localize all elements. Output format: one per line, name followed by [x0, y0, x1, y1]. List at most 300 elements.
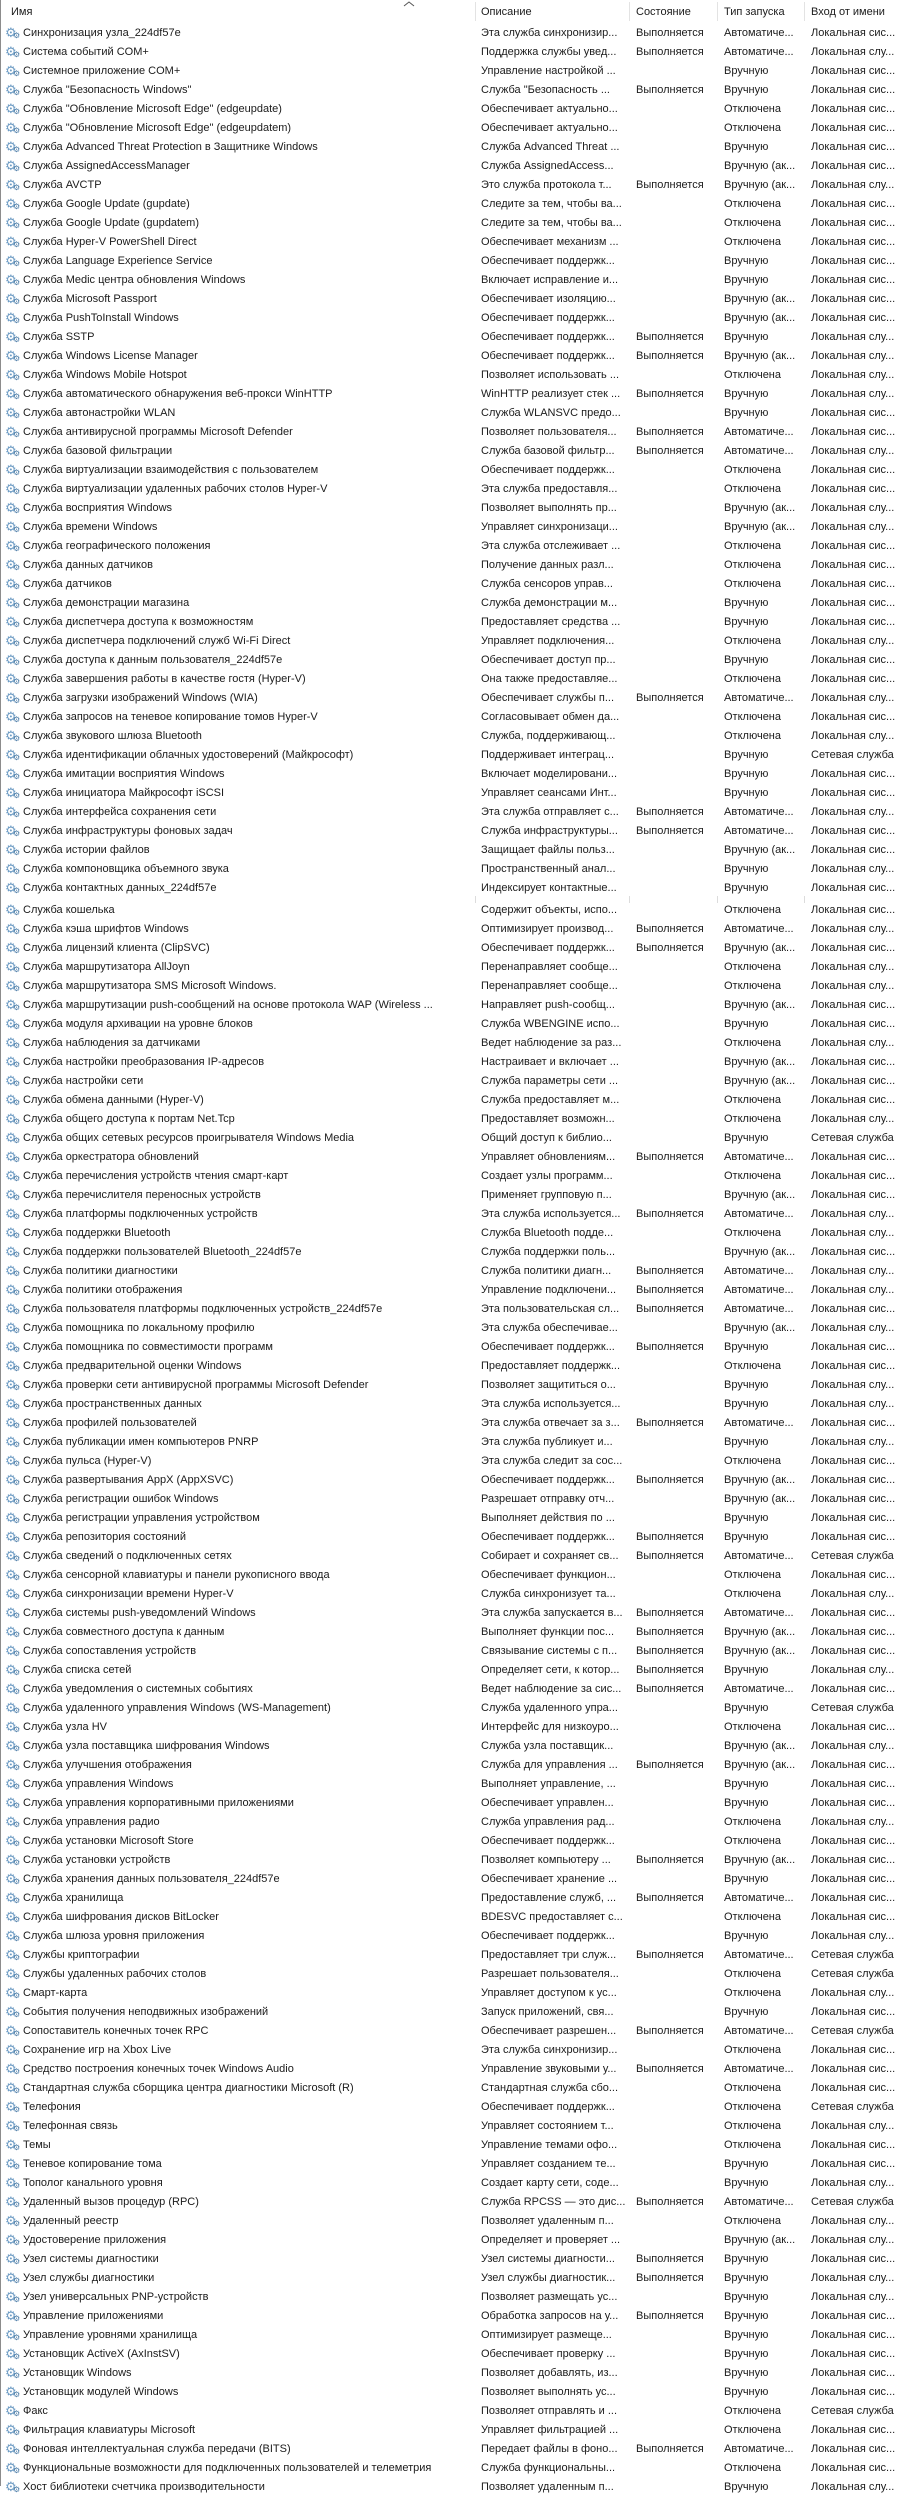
service-gear-icon — [5, 729, 20, 744]
service-status — [636, 1053, 721, 1072]
service-gear-icon — [5, 1967, 20, 1982]
service-description: Служба сенсоров управ... — [481, 578, 613, 590]
service-status — [636, 1110, 721, 1129]
service-status: Выполняется — [636, 1341, 704, 1353]
service-description: Это служба протокола т... — [481, 179, 612, 191]
service-status — [636, 996, 721, 1015]
service-logon-as: Локальная сис... — [811, 2386, 896, 2398]
service-gear-icon — [5, 444, 20, 459]
service-name: Служба автонастройки WLAN — [23, 407, 176, 419]
service-description: Служба синхронизует та... — [481, 1588, 616, 1600]
service-name: Служба идентификации облачных удостоверений (Майкрософт) — [23, 749, 354, 761]
service-row[interactable] — [1, 1433, 920, 1452]
service-row[interactable] — [1, 328, 920, 347]
service-name: Служба датчиков — [23, 578, 112, 590]
column-header-status[interactable]: Состояние — [636, 6, 691, 18]
service-status — [636, 1243, 721, 1262]
service-status — [636, 1794, 721, 1813]
service-row[interactable] — [1, 423, 920, 442]
service-description: Управляет обновлениям... — [481, 1151, 616, 1163]
service-startup-type: Отключена — [724, 1455, 781, 1467]
service-name: Служба завершения работы в качестве гостя (Hyper-V) — [23, 673, 306, 685]
service-row[interactable] — [1, 920, 920, 939]
service-row[interactable] — [1, 385, 920, 404]
service-logon-as: Локальная слу... — [811, 2177, 895, 2189]
service-row[interactable] — [1, 271, 920, 290]
service-status — [636, 252, 721, 271]
service-logon-as: Локальная сис... — [811, 1531, 896, 1543]
service-row[interactable] — [1, 176, 920, 195]
column-header-logon[interactable]: Вход от имени — [811, 6, 885, 18]
service-startup-type: Отключена — [724, 559, 781, 571]
service-row[interactable] — [1, 2079, 920, 2098]
service-row[interactable] — [1, 1585, 920, 1604]
service-row[interactable] — [1, 499, 920, 518]
service-row[interactable] — [1, 1338, 920, 1357]
service-row[interactable] — [1, 1756, 920, 1775]
service-row[interactable] — [1, 784, 920, 803]
service-description: Обеспечивает изоляцию... — [481, 293, 616, 305]
service-name: Служба сенсорной клавиатуры и панели рукописного ввода — [23, 1569, 330, 1581]
service-logon-as: Локальная сис... — [811, 1493, 896, 1505]
service-status: Выполняется — [636, 1892, 704, 1904]
service-startup-type: Автоматиче... — [724, 825, 794, 837]
service-gear-icon — [5, 1169, 20, 1184]
service-row[interactable] — [1, 2421, 920, 2440]
service-row[interactable] — [1, 2212, 920, 2231]
service-row[interactable] — [1, 1699, 920, 1718]
service-startup-type: Автоматиче... — [724, 1417, 794, 1429]
service-row[interactable] — [1, 1661, 920, 1680]
service-startup-type: Отключена — [724, 1170, 781, 1182]
service-logon-as: Локальная сис... — [811, 1569, 896, 1581]
service-startup-type: Отключена — [724, 2044, 781, 2056]
service-row[interactable] — [1, 347, 920, 366]
service-name: Служба диспетчера доступа к возможностям — [23, 616, 254, 628]
service-row[interactable] — [1, 24, 920, 43]
service-row[interactable] — [1, 977, 920, 996]
service-row[interactable] — [1, 670, 920, 689]
service-status: Выполняется — [636, 1607, 704, 1619]
service-logon-as: Локальная слу... — [811, 1037, 895, 1049]
service-status — [636, 1737, 721, 1756]
service-startup-type: Вручную — [724, 749, 769, 761]
service-description: Общий доступ к библио... — [481, 1132, 612, 1144]
service-gear-icon — [5, 1739, 20, 1754]
service-row[interactable] — [1, 1566, 920, 1585]
service-row[interactable] — [1, 1129, 920, 1148]
service-row[interactable] — [1, 632, 920, 651]
service-name: Служба хранения данных пользователя_224df57e — [23, 1873, 280, 1885]
service-status — [636, 2402, 721, 2421]
service-row[interactable] — [1, 252, 920, 271]
service-name: Служба уведомления о системных событиях — [23, 1683, 253, 1695]
service-startup-type: Отключена — [724, 635, 781, 647]
service-gear-icon — [5, 1587, 20, 1602]
service-logon-as: Локальная сис... — [811, 1892, 896, 1904]
service-startup-type: Отключена — [724, 711, 781, 723]
service-description: Обеспечивает актуально... — [481, 103, 618, 115]
service-logon-as: Локальная слу... — [811, 692, 895, 704]
service-row[interactable] — [1, 1053, 920, 1072]
service-row[interactable] — [1, 2155, 920, 2174]
service-row[interactable] — [1, 442, 920, 461]
service-row[interactable] — [1, 1547, 920, 1566]
service-startup-type: Вручную — [724, 1436, 769, 1448]
service-startup-type: Автоматиче... — [724, 1303, 794, 1315]
service-row[interactable] — [1, 2364, 920, 2383]
service-row[interactable] — [1, 1243, 920, 1262]
service-row[interactable] — [1, 537, 920, 556]
service-row[interactable] — [1, 2041, 920, 2060]
service-row[interactable] — [1, 1091, 920, 1110]
service-description: Эта служба отвечает за з... — [481, 1417, 620, 1429]
service-row[interactable] — [1, 613, 920, 632]
service-row[interactable] — [1, 727, 920, 746]
service-status — [636, 613, 721, 632]
service-name: Тополог канального уровня — [23, 2177, 163, 2189]
service-logon-as: Локальная слу... — [811, 2272, 895, 2284]
service-gear-icon — [5, 615, 20, 630]
service-row[interactable] — [1, 2478, 920, 2497]
service-row[interactable] — [1, 2459, 920, 2478]
service-row[interactable] — [1, 43, 920, 62]
service-row[interactable] — [1, 1300, 920, 1319]
service-row[interactable] — [1, 2269, 920, 2288]
service-row[interactable] — [1, 1813, 920, 1832]
service-description: Эта пользовательская сл... — [481, 1303, 620, 1315]
service-description: Выполняет функции пос... — [481, 1626, 615, 1638]
service-startup-type: Вручную — [724, 597, 769, 609]
service-status: Выполняется — [636, 445, 704, 457]
service-row[interactable] — [1, 404, 920, 423]
service-row[interactable] — [1, 708, 920, 727]
service-row[interactable] — [1, 2003, 920, 2022]
service-name: Служба помощника по совместимости программ — [23, 1341, 273, 1353]
service-logon-as: Сетевая служба — [811, 2101, 894, 2113]
service-row[interactable] — [1, 1965, 920, 1984]
service-startup-type: Вручную (ак... — [724, 1493, 796, 1505]
service-name: Узел универсальных PNP-устройств — [23, 2291, 209, 2303]
service-startup-type: Вручную — [724, 768, 769, 780]
service-row[interactable] — [1, 1984, 920, 2003]
service-gear-icon — [5, 1397, 20, 1412]
service-row[interactable] — [1, 2345, 920, 2364]
service-gear-icon — [5, 1378, 20, 1393]
service-logon-as: Локальная сис... — [811, 236, 896, 248]
service-gear-icon — [5, 1796, 20, 1811]
service-row[interactable] — [1, 233, 920, 252]
service-description: Служба параметры сети ... — [481, 1075, 619, 1087]
service-description: Обеспечивает поддержк... — [481, 1835, 615, 1847]
service-logon-as: Локальная сис... — [811, 1854, 896, 1866]
service-row[interactable] — [1, 996, 920, 1015]
service-name: Службы криптографии — [23, 1949, 140, 1961]
service-row[interactable] — [1, 1490, 920, 1509]
service-logon-as: Локальная сис... — [811, 1911, 896, 1923]
service-row[interactable] — [1, 2060, 920, 2079]
service-row[interactable] — [1, 1889, 920, 1908]
service-logon-as: Локальная сис... — [811, 1417, 896, 1429]
service-status — [636, 2212, 721, 2231]
service-row[interactable] — [1, 1870, 920, 1889]
service-row[interactable] — [1, 765, 920, 784]
service-status — [636, 1585, 721, 1604]
service-row[interactable] — [1, 1224, 920, 1243]
service-row[interactable] — [1, 556, 920, 575]
service-row[interactable] — [1, 1528, 920, 1547]
service-status: Выполняется — [636, 1417, 704, 1429]
service-row[interactable] — [1, 2193, 920, 2212]
service-row[interactable] — [1, 1509, 920, 1528]
service-startup-type: Отключена — [724, 673, 781, 685]
service-row[interactable] — [1, 157, 920, 176]
service-logon-as: Локальная слу... — [811, 445, 895, 457]
service-logon-as: Локальная слу... — [811, 502, 895, 514]
service-startup-type: Вручную — [724, 1398, 769, 1410]
service-status — [636, 958, 721, 977]
service-row[interactable] — [1, 1015, 920, 1034]
service-row[interactable] — [1, 2383, 920, 2402]
service-description: Позволяет удаленным п... — [481, 2481, 614, 2493]
service-row[interactable] — [1, 480, 920, 499]
service-row[interactable] — [1, 2098, 920, 2117]
service-row[interactable] — [1, 195, 920, 214]
service-startup-type: Вручную (ак... — [724, 844, 796, 856]
service-startup-type: Отключена — [724, 980, 781, 992]
service-row[interactable] — [1, 901, 920, 920]
service-row[interactable] — [1, 1357, 920, 1376]
service-name: Служба профилей пользователей — [23, 1417, 197, 1429]
service-description: Обеспечивает доступ пр... — [481, 654, 616, 666]
service-name: Служба маршрутизатора SMS Microsoft Windows. — [23, 980, 277, 992]
service-description: Выполняет управление, ... — [481, 1778, 616, 1790]
service-name: Служба сведений о подключенных сетях — [23, 1550, 232, 1562]
service-row[interactable] — [1, 2440, 920, 2459]
service-startup-type: Вручную (ак... — [724, 179, 796, 191]
service-row[interactable] — [1, 1927, 920, 1946]
service-row[interactable] — [1, 1851, 920, 1870]
service-row[interactable] — [1, 1832, 920, 1851]
service-row[interactable] — [1, 1604, 920, 1623]
service-gear-icon — [5, 941, 20, 956]
service-row[interactable] — [1, 1376, 920, 1395]
service-name: Служба автоматического обнаружения веб-прокси WinHTTP — [23, 388, 333, 400]
service-row[interactable] — [1, 689, 920, 708]
service-gear-icon — [5, 463, 20, 478]
service-row[interactable] — [1, 746, 920, 765]
service-row[interactable] — [1, 575, 920, 594]
service-row[interactable] — [1, 1186, 920, 1205]
service-row[interactable] — [1, 1281, 920, 1300]
service-row[interactable] — [1, 2326, 920, 2345]
service-startup-type: Вручную — [724, 1132, 769, 1144]
service-row[interactable] — [1, 2022, 920, 2041]
service-description: Служба политики диагн... — [481, 1265, 612, 1277]
service-status: Выполняется — [636, 825, 704, 837]
service-row[interactable] — [1, 1167, 920, 1186]
service-gear-icon — [5, 1663, 20, 1678]
service-status — [636, 2079, 721, 2098]
service-gear-icon — [5, 2404, 20, 2419]
service-startup-type: Отключена — [724, 2405, 781, 2417]
service-name: Служба базовой фильтрации — [23, 445, 173, 457]
service-row[interactable] — [1, 822, 920, 841]
service-startup-type: Вручную (ак... — [724, 1626, 796, 1638]
service-gear-icon — [5, 254, 20, 269]
service-status — [636, 594, 721, 613]
service-row[interactable] — [1, 1110, 920, 1129]
service-name: Служба узла поставщика шифрования Windows — [23, 1740, 270, 1752]
service-row[interactable] — [1, 1395, 920, 1414]
service-startup-type: Вручную — [724, 654, 769, 666]
service-row[interactable] — [1, 1908, 920, 1927]
service-logon-as: Локальная сис... — [811, 673, 896, 685]
service-row[interactable] — [1, 1034, 920, 1053]
service-description: Управление темами офо... — [481, 2139, 618, 2151]
service-row[interactable] — [1, 1262, 920, 1281]
service-startup-type: Отключена — [724, 103, 781, 115]
service-row[interactable] — [1, 2231, 920, 2250]
column-header-startup-type[interactable]: Тип запуска — [724, 6, 785, 18]
service-row[interactable] — [1, 138, 920, 157]
service-description: BDESVC предоставляет с... — [481, 1911, 623, 1923]
header-separator — [475, 2, 476, 21]
service-row[interactable] — [1, 1414, 920, 1433]
service-row[interactable] — [1, 879, 920, 898]
service-status — [636, 2155, 721, 2174]
service-row[interactable] — [1, 2402, 920, 2421]
service-description: Определяет и проверяет ... — [481, 2234, 621, 2246]
service-row[interactable] — [1, 1642, 920, 1661]
service-name: Служба репозитория состояний — [23, 1531, 186, 1543]
service-row[interactable] — [1, 1737, 920, 1756]
service-startup-type: Отключена — [724, 2082, 781, 2094]
service-status — [636, 1566, 721, 1585]
service-name: Сохранение игр на Xbox Live — [23, 2044, 172, 2056]
service-row[interactable] — [1, 62, 920, 81]
service-row[interactable] — [1, 1794, 920, 1813]
service-row[interactable] — [1, 1718, 920, 1737]
service-status: Выполняется — [636, 2272, 704, 2284]
service-row[interactable] — [1, 214, 920, 233]
service-name: События получения неподвижных изображений — [23, 2006, 269, 2018]
service-row[interactable] — [1, 1319, 920, 1338]
service-startup-type: Отключена — [724, 540, 781, 552]
service-logon-as: Локальная слу... — [811, 1379, 895, 1391]
service-row[interactable] — [1, 958, 920, 977]
service-startup-type: Автоматиче... — [724, 1265, 794, 1277]
service-row[interactable] — [1, 860, 920, 879]
service-description: Позволяет добавлять, из... — [481, 2367, 618, 2379]
service-row[interactable] — [1, 1072, 920, 1091]
service-gear-icon — [5, 1625, 20, 1640]
service-row[interactable] — [1, 2174, 920, 2193]
service-startup-type: Вручную — [724, 407, 769, 419]
service-description: Обеспечивает актуально... — [481, 122, 618, 134]
service-description: Позволяет отправлять и ... — [481, 2405, 618, 2417]
column-header-name[interactable]: Имя — [11, 6, 33, 18]
service-row[interactable] — [1, 1680, 920, 1699]
service-status — [636, 1376, 721, 1395]
service-description: Разрешает отправку отч... — [481, 1493, 615, 1505]
service-description: Определяет сети, к котор... — [481, 1664, 620, 1676]
service-name: Служба проверки сети антивирусной программы Microsoft Defender — [23, 1379, 369, 1391]
service-gear-icon — [5, 1872, 20, 1887]
service-row[interactable] — [1, 366, 920, 385]
service-row[interactable] — [1, 1205, 920, 1224]
service-row[interactable] — [1, 309, 920, 328]
service-logon-as: Локальная сис... — [811, 1721, 896, 1733]
service-row[interactable] — [1, 81, 920, 100]
service-row[interactable] — [1, 100, 920, 119]
service-row[interactable] — [1, 1452, 920, 1471]
service-row[interactable] — [1, 461, 920, 480]
service-name: Служба оркестратора обновлений — [23, 1151, 199, 1163]
service-row[interactable] — [1, 803, 920, 822]
service-description: Передает файлы в фоно... — [481, 2443, 618, 2455]
service-row[interactable] — [1, 2250, 920, 2269]
service-status — [636, 784, 721, 803]
service-row[interactable] — [1, 1471, 920, 1490]
service-description: Управляет синхронизаци... — [481, 521, 618, 533]
service-gear-icon — [5, 1606, 20, 1621]
service-description: Следите за тем, чтобы ва... — [481, 198, 622, 210]
service-status — [636, 138, 721, 157]
service-row[interactable] — [1, 1775, 920, 1794]
service-row[interactable] — [1, 651, 920, 670]
service-name: Установщик ActiveX (AxInstSV) — [23, 2348, 180, 2360]
service-row[interactable] — [1, 594, 920, 613]
header-separator — [804, 2, 805, 21]
service-startup-type: Вручную — [724, 1778, 769, 1790]
service-logon-as: Локальная слу... — [811, 635, 895, 647]
service-logon-as: Локальная сис... — [811, 1303, 896, 1315]
service-startup-type: Отключена — [724, 1360, 781, 1372]
column-header-description[interactable]: Описание — [481, 6, 532, 18]
service-row[interactable] — [1, 2117, 920, 2136]
service-status — [636, 1452, 721, 1471]
service-logon-as: Локальная сис... — [811, 1474, 896, 1486]
service-status — [636, 1984, 721, 2003]
service-row[interactable] — [1, 2136, 920, 2155]
service-description: Защищает файлы польз... — [481, 844, 615, 856]
service-name: Служба "Обновление Microsoft Edge" (edgeupdatem) — [23, 122, 292, 134]
service-status — [636, 2136, 721, 2155]
service-row[interactable] — [1, 939, 920, 958]
service-row[interactable] — [1, 1623, 920, 1642]
service-gear-icon — [5, 558, 20, 573]
service-row[interactable] — [1, 2307, 920, 2326]
service-row[interactable] — [1, 1946, 920, 1965]
service-logon-as: Сетевая служба — [811, 749, 894, 761]
service-row[interactable] — [1, 1148, 920, 1167]
service-gear-icon — [5, 710, 20, 725]
service-row[interactable] — [1, 119, 920, 138]
service-row[interactable] — [1, 841, 920, 860]
service-row[interactable] — [1, 518, 920, 537]
service-startup-type: Автоматиче... — [724, 1550, 794, 1562]
service-status — [636, 195, 721, 214]
service-status: Выполняется — [636, 1664, 704, 1676]
service-logon-as: Локальная сис... — [811, 2044, 896, 2056]
service-name: Служба общего доступа к портам Net.Tcp — [23, 1113, 235, 1125]
service-row[interactable] — [1, 2288, 920, 2307]
service-row[interactable] — [1, 290, 920, 309]
service-gear-icon — [5, 64, 20, 79]
service-name: Факс — [23, 2405, 48, 2417]
service-name: Служба улучшения отображения — [23, 1759, 192, 1771]
